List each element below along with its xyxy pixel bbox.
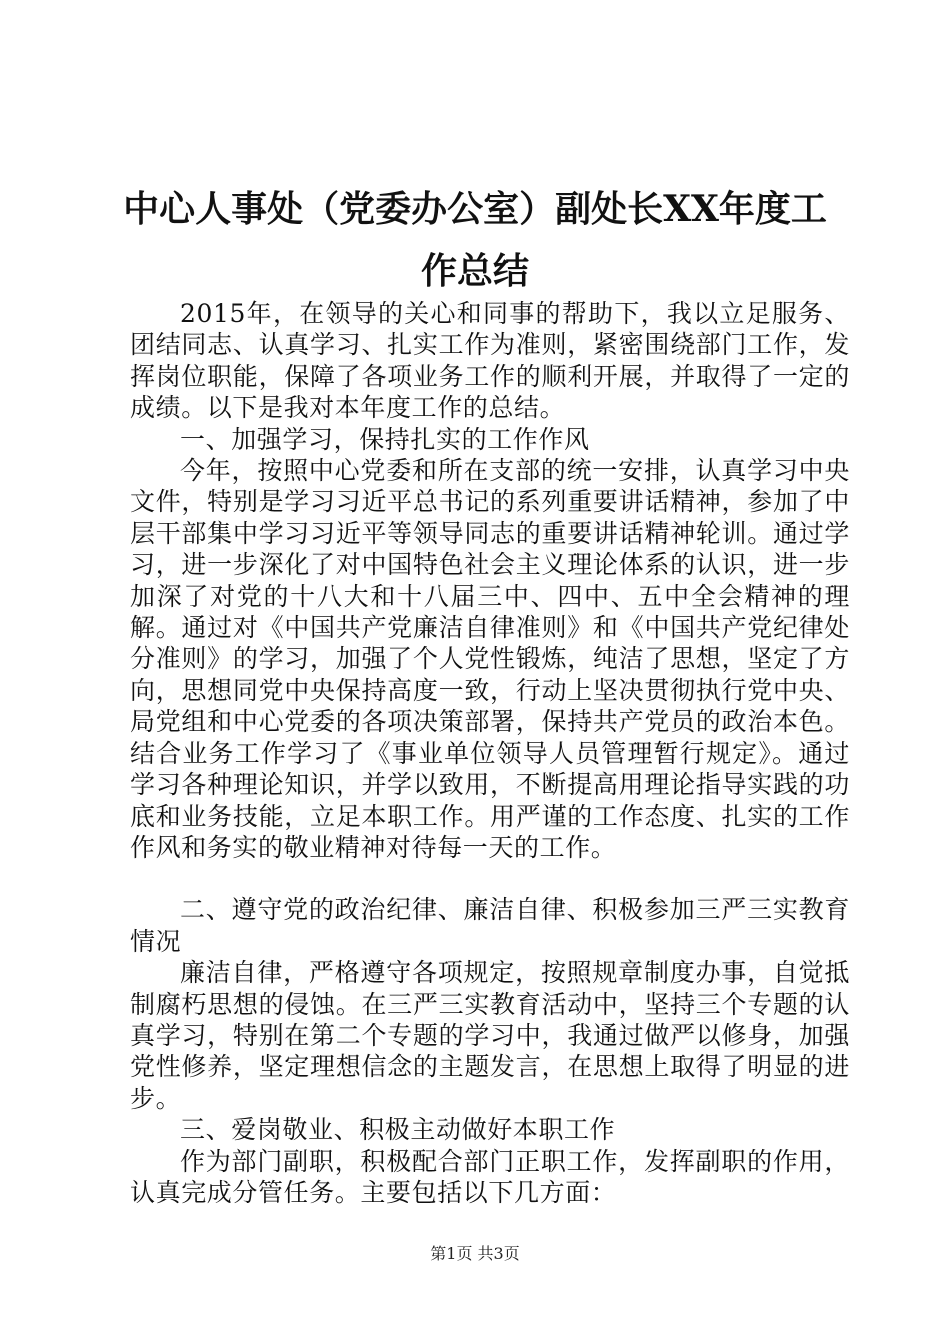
section-heading-3: 三、爱岗敬业、积极主动做好本职工作: [180, 1115, 616, 1145]
document-title: [120, 178, 830, 302]
section-heading-1: 一、加强学习，保持扎实的工作作风: [180, 424, 590, 454]
title-line-2: 作总结: [420, 250, 529, 292]
paragraph-section-1: 今年，按照中心党委和所在支部的统一安排，认真学习中央文件，特别是学习习近平总书记的系列重要讲话精神，参加了中层干部集中学习习近平等领导同志的重要讲话精神轮训。通过学习，进一步深化了对中国特色社会主义理论体系的认识，进一步加深了对党的十八大和十八届三中、四中、五中全会精神的理解。通过对《中国共产党廉洁自律准则》和《中国共产党纪律处分准则》的学习，加强了个人党性锻炼，纯洁了思想，坚定了方向，思想同党中央保持高度一致，行动上坚决贯彻执行党中央、局党组和中心党委的各项决策部署，保持共产党员的政治本色。结合业务工作学习了《事业单位领导人员管理暂行规定》。通过学习各种理论知识，并学以致用，不断提高用理论指导实践的功底和业务技能，立足本职工作。用严谨的工作态度、扎实的工作作风和务实的敬业精神对待每一天的工作。: [130, 456, 850, 862]
paragraph-intro: 2015年，在领导的关心和同事的帮助下，我以立足服务、团结同志、认真学习、扎实工作为准则，紧密围绕部门工作，发挥岗位职能，保障了各项业务工作的顺利开展，并取得了一定的成绩。以下是我对本年度工作的总结。: [130, 299, 850, 423]
section-heading-2: 二、遵守党的政治纪律、廉洁自律、积极参加三严三实教育情况: [130, 895, 850, 956]
title-line-1: 中心人事处（党委办公室）副处长XX年度工: [123, 188, 827, 230]
document-body: [130, 298, 850, 1208]
paragraph-section-3: 作为部门副职，积极配合部门正职工作，发挥副职的作用，认真完成分管任务。主要包括以下几方面：: [130, 1146, 850, 1207]
page-footer: 第1页 共3页: [430, 1244, 520, 1263]
paragraph-section-2: 廉洁自律，严格遵守各项规定，按照规章制度办事，自觉抵制腐朽思想的侵蚀。在三严三实教育活动中，坚持三个专题的认真学习，特别在第二个专题的学习中，我通过做严以修身，加强党性修养，坚定理想信念的主题发言，在思想上取得了明显的进步。: [130, 958, 850, 1113]
